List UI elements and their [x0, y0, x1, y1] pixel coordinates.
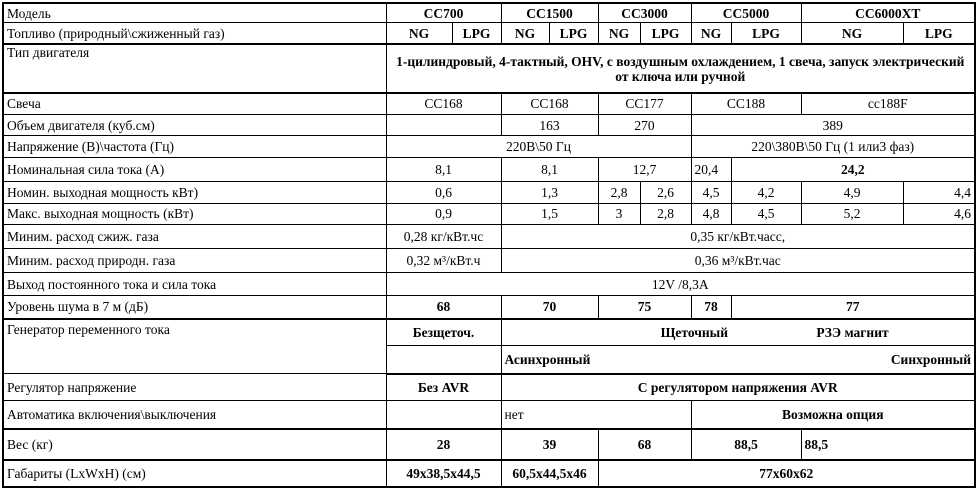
label-automation: Автоматика включения\выключения	[3, 400, 386, 429]
table-row-model	[3, 3, 975, 23]
spark-plug-cc5000: CC188	[691, 93, 801, 115]
max-power-cc3000-lpg: 2,8	[640, 203, 691, 225]
label-noise: Уровень шума в 7 м (дБ)	[3, 296, 386, 319]
displacement-cc3000: 270	[598, 114, 691, 136]
fuel-cc700-lpg: LPG	[452, 23, 501, 45]
rated-power-cc3000-lpg: 2,6	[640, 182, 691, 204]
table-row-displacement	[3, 114, 975, 136]
table-row-dimensions	[3, 460, 975, 487]
table-row-min-lpg-consumption	[3, 225, 975, 249]
noise-cc5000: 78	[691, 296, 731, 319]
table-row-spark-plug	[3, 93, 975, 115]
max-power-cc3000-ng: 3	[598, 203, 640, 225]
fuel-cc5000-lpg: LPG	[731, 23, 801, 45]
rated-power-cc700: 0,6	[386, 182, 501, 204]
noise-cc1500: 70	[501, 296, 598, 319]
fuel-cc6000xt-ng: NG	[801, 23, 903, 45]
rated-power-cc3000-ng: 2,8	[598, 182, 640, 204]
label-fuel: Топливо (природный\сжиженный газ)	[3, 23, 386, 45]
generator-spec-table	[2, 2, 976, 488]
table-row-ac-generator	[3, 319, 975, 345]
table-row-engine-type	[3, 44, 975, 92]
max-power-cc5000-ng: 4,8	[691, 203, 731, 225]
model-cc6000xt: CC6000XT	[801, 3, 975, 23]
table-row-max-power	[3, 203, 975, 225]
table-row-min-ng-consumption	[3, 249, 975, 273]
label-dc-output: Выход постоянного тока и сила тока	[3, 273, 386, 296]
rated-current-cc5000: 20,4	[691, 157, 731, 181]
table-row-avr	[3, 374, 975, 400]
weight-cc1500: 39	[501, 429, 598, 460]
rated-power-cc6000xt-lpg: 4,4	[903, 182, 975, 204]
engine-type-value: 1-цилиндровый, 4-тактный, OHV, с воздушным охлаждением, 1 свеча, запуск электрический от ключа или ручной	[386, 44, 975, 92]
rated-power-cc1500: 1,3	[501, 182, 598, 204]
model-cc1500: CC1500	[501, 3, 598, 23]
table-row-automation	[3, 400, 975, 429]
weight-cc6000xt: 88,5	[801, 429, 975, 460]
max-power-cc1500: 1,5	[501, 203, 598, 225]
label-dimensions: Габариты (LxWxH) (см)	[3, 460, 386, 487]
rated-current-cc6000xt: 24,2	[731, 157, 975, 181]
table-row-weight	[3, 429, 975, 460]
label-avr: Регулятор напряжение	[3, 374, 386, 400]
ac-generator-async: Асинхронный	[501, 345, 691, 374]
label-min-lpg-consumption: Миним. расход сжиж. газа	[3, 225, 386, 249]
spark-plug-cc3000: CC177	[598, 93, 691, 115]
min-ng-consumption-cc700: 0,32 м³/кВт.ч	[386, 249, 501, 273]
table-row-dc-output	[3, 273, 975, 296]
label-max-power: Макс. выходная мощность (кВт)	[3, 203, 386, 225]
fuel-cc1500-ng: NG	[501, 23, 549, 45]
voltage-frequency-cc700-cc3000: 220В\50 Гц	[386, 136, 691, 158]
max-power-cc5000-lpg: 4,5	[731, 203, 801, 225]
label-displacement: Объем двигателя (куб.см)	[3, 114, 386, 136]
rated-current-cc700: 8,1	[386, 157, 501, 181]
fuel-cc700-ng: NG	[386, 23, 452, 45]
min-ng-consumption-rest: 0,36 м³/кВт.час	[501, 249, 975, 273]
table-row-noise	[3, 296, 975, 319]
weight-cc700: 28	[386, 429, 501, 460]
rated-power-cc5000-ng: 4,5	[691, 182, 731, 204]
label-spark-plug: Свеча	[3, 93, 386, 115]
label-ac-generator: Генератор переменного тока	[3, 319, 386, 374]
dc-output-value: 12V /8,3А	[386, 273, 975, 296]
automation-cc700	[386, 400, 501, 429]
fuel-cc6000xt-lpg: LPG	[903, 23, 975, 45]
noise-cc6000xt: 77	[731, 296, 975, 319]
model-cc3000: CC3000	[598, 3, 691, 23]
avr-cc700: Без AVR	[386, 374, 501, 400]
noise-cc700: 68	[386, 296, 501, 319]
dimensions-cc3000-cc6000xt: 77x60x62	[598, 460, 975, 487]
max-power-cc700: 0,9	[386, 203, 501, 225]
table-row-voltage-frequency	[3, 136, 975, 158]
label-voltage-frequency: Напряжение (В)\частота (Гц)	[3, 136, 386, 158]
fuel-cc3000-lpg: LPG	[640, 23, 691, 45]
weight-cc3000: 68	[598, 429, 691, 460]
voltage-frequency-cc5000-cc6000xt: 220\380В\50 Гц (1 или3 фаз)	[691, 136, 975, 158]
displacement-cc700	[386, 114, 501, 136]
model-cc700: CC700	[386, 3, 501, 23]
label-engine-type: Тип двигателя	[3, 44, 386, 92]
ac-generator-magnet: РЗЭ магнит	[731, 319, 975, 345]
label-model: Модель	[3, 3, 386, 23]
max-power-cc6000xt-ng: 5,2	[801, 203, 903, 225]
fuel-cc5000-ng: NG	[691, 23, 731, 45]
ac-generator-brushed: Щеточный	[501, 319, 731, 345]
automation-cc1500-cc3000: нет	[501, 400, 691, 429]
fuel-cc3000-ng: NG	[598, 23, 640, 45]
label-weight: Вес (кг)	[3, 429, 386, 460]
label-rated-current: Номинальная сила тока (А)	[3, 157, 386, 181]
rated-current-cc3000: 12,7	[598, 157, 691, 181]
min-lpg-consumption-cc700: 0,28 кг/кВт.чс	[386, 225, 501, 249]
label-rated-power: Номин. выходная мощность кВт)	[3, 182, 386, 204]
ac-generator-sync: Синхронный	[691, 345, 975, 374]
label-min-ng-consumption: Миним. расход природн. газа	[3, 249, 386, 273]
avr-rest: С регулятором напряжения AVR	[501, 374, 975, 400]
rated-current-cc1500: 8,1	[501, 157, 598, 181]
table-row-rated-current	[3, 157, 975, 181]
fuel-cc1500-lpg: LPG	[549, 23, 598, 45]
spark-plug-cc6000xt: cc188F	[801, 93, 975, 115]
model-cc5000: CC5000	[691, 3, 801, 23]
displacement-cc1500: 163	[501, 114, 598, 136]
table-row-fuel	[3, 23, 975, 45]
max-power-cc6000xt-lpg: 4,6	[903, 203, 975, 225]
displacement-cc5000-cc6000xt: 389	[691, 114, 975, 136]
spark-plug-cc700: CC168	[386, 93, 501, 115]
table-row-rated-power	[3, 182, 975, 204]
spark-plug-cc1500: CC168	[501, 93, 598, 115]
noise-cc3000: 75	[598, 296, 691, 319]
automation-cc5000-cc6000xt: Возможна опция	[691, 400, 975, 429]
dimensions-cc1500: 60,5x44,5x46	[501, 460, 598, 487]
weight-cc5000: 88,5	[691, 429, 801, 460]
rated-power-cc6000xt-ng: 4,9	[801, 182, 903, 204]
ac-generator-cc700-brushless: Безщеточ.	[386, 319, 501, 345]
rated-power-cc5000-lpg: 4,2	[731, 182, 801, 204]
ac-generator-cc700-empty	[386, 345, 501, 374]
dimensions-cc700: 49x38,5x44,5	[386, 460, 501, 487]
min-lpg-consumption-rest: 0,35 кг/кВт.часс,	[501, 225, 975, 249]
